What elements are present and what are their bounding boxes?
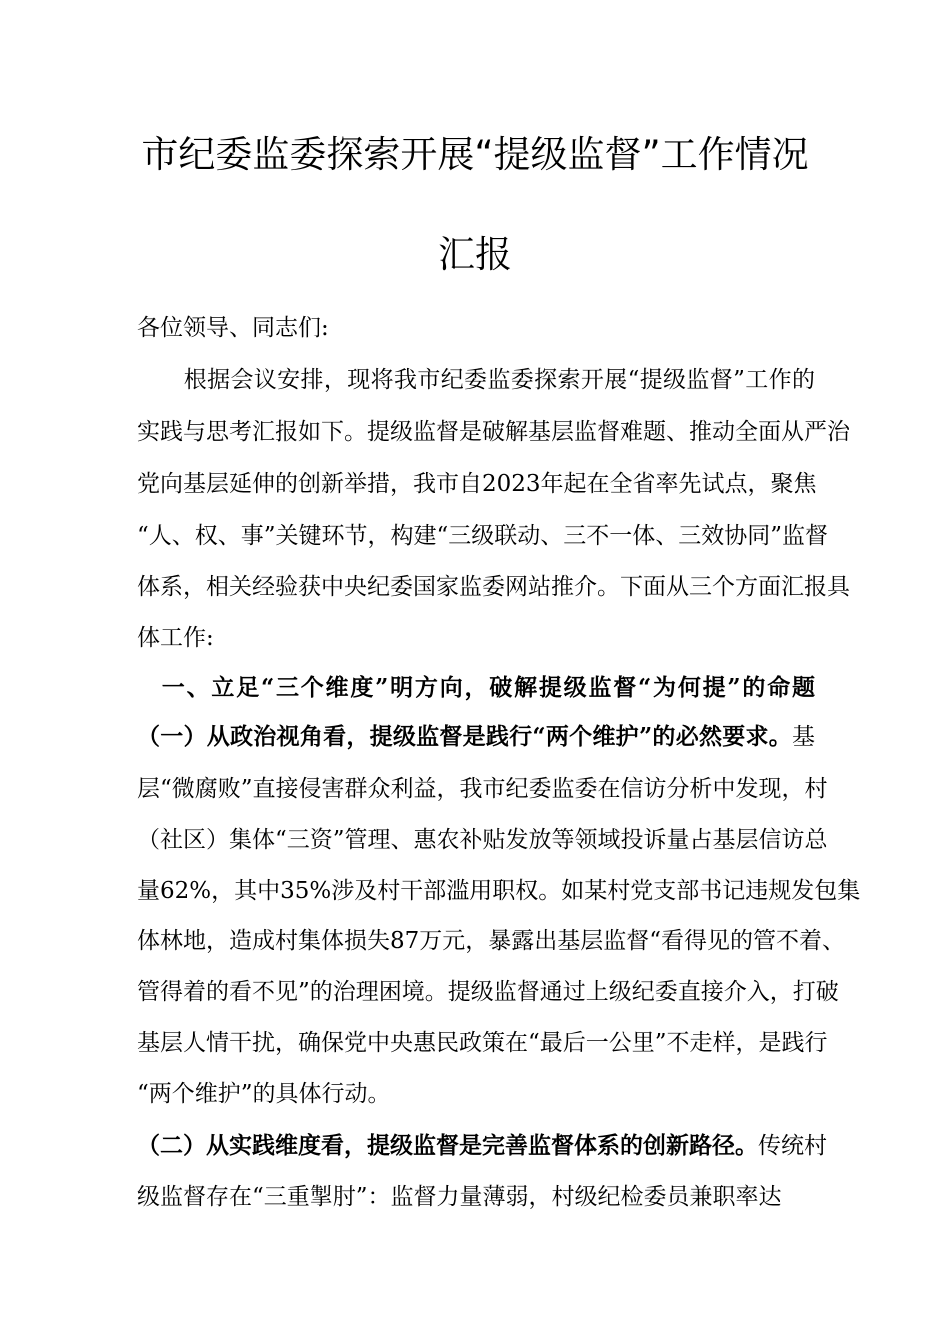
paragraph-line: [137, 977, 839, 1007]
paragraph-line: [137, 469, 815, 499]
body-text: 党向基层延伸的创新举措，我市自2023年起在全省率先试点，聚焦: [137, 471, 817, 497]
paragraph-line: [137, 1182, 815, 1212]
body-text: “两个维护”的具体行动。: [137, 1081, 391, 1107]
body-text: 体林地，造成村集体损失87万元，暴露出基层监督“看得见的管不着、: [137, 928, 846, 954]
body-text: 基层人情干扰，确保党中央惠民政策在“最后一公里”不走样，是践行: [137, 1030, 828, 1056]
body-text: 体工作:: [137, 625, 214, 651]
paragraph-line: [137, 825, 828, 855]
paragraph-line: [137, 417, 850, 447]
body-text: 量62%，其中35%涉及村干部滥用职权。如某村党支部书记违规发包集: [137, 878, 861, 904]
bold-text: （二）从实践维度看，提级监督是完善监督体系的创新路径。: [137, 1132, 758, 1159]
paragraph-line: [137, 1079, 815, 1109]
salutation: 各位领导、同志们:: [137, 315, 329, 341]
paragraph-line: [137, 365, 815, 395]
body-text: 管得着的看不见”的治理困境。提级监督通过上级纪委直接介入，打破: [137, 979, 839, 1005]
paragraph-line: [137, 1131, 827, 1161]
body-text: 实践与思考汇报如下。提级监督是破解基层监督难题、推动全面从严治: [137, 419, 850, 445]
title-line-1: 市纪委监委探索开展“提级监督”工作情况: [141, 133, 809, 176]
body-text: 体系，相关经验获中央纪委国家监委网站推介。下面从三个方面汇报具: [137, 574, 850, 600]
body-text: 传统村: [758, 1133, 827, 1159]
paragraph-line: [137, 572, 850, 602]
paragraph-line: [137, 876, 861, 906]
body-text: 级监督存在“三重掣肘”：监督力量薄弱，村级纪检委员兼职率达: [137, 1184, 782, 1210]
paragraph-line: [137, 722, 815, 752]
body-text: “人、权、事”关键环节，构建“三级联动、三不一体、三效协同”监督: [137, 523, 829, 549]
body-text: 基: [792, 724, 815, 750]
bold-text: （一）从政治视角看，提级监督是践行“两个维护”的必然要求。: [137, 723, 792, 750]
paragraph-line: [137, 1028, 828, 1058]
paragraph-line: [137, 623, 815, 653]
paragraph-line: [137, 521, 829, 551]
paragraph-line: [137, 673, 815, 703]
body-text: （社区）集体“三资”管理、惠农补贴发放等领域投诉量占基层信访总: [137, 827, 828, 853]
paragraph-line: [137, 774, 828, 804]
paragraph-line: [137, 926, 846, 956]
title-line-2: 汇报: [438, 233, 512, 276]
body-text: 层“微腐败”直接侵害群众利益，我市纪委监委在信访分析中发现，村: [137, 776, 828, 802]
body-text: 根据会议安排，现将我市纪委监委探索开展“提级监督”工作的: [137, 367, 815, 393]
bold-text: 一、立足“三个维度”明方向，破解提级监督“为何提”的命题: [137, 674, 815, 701]
